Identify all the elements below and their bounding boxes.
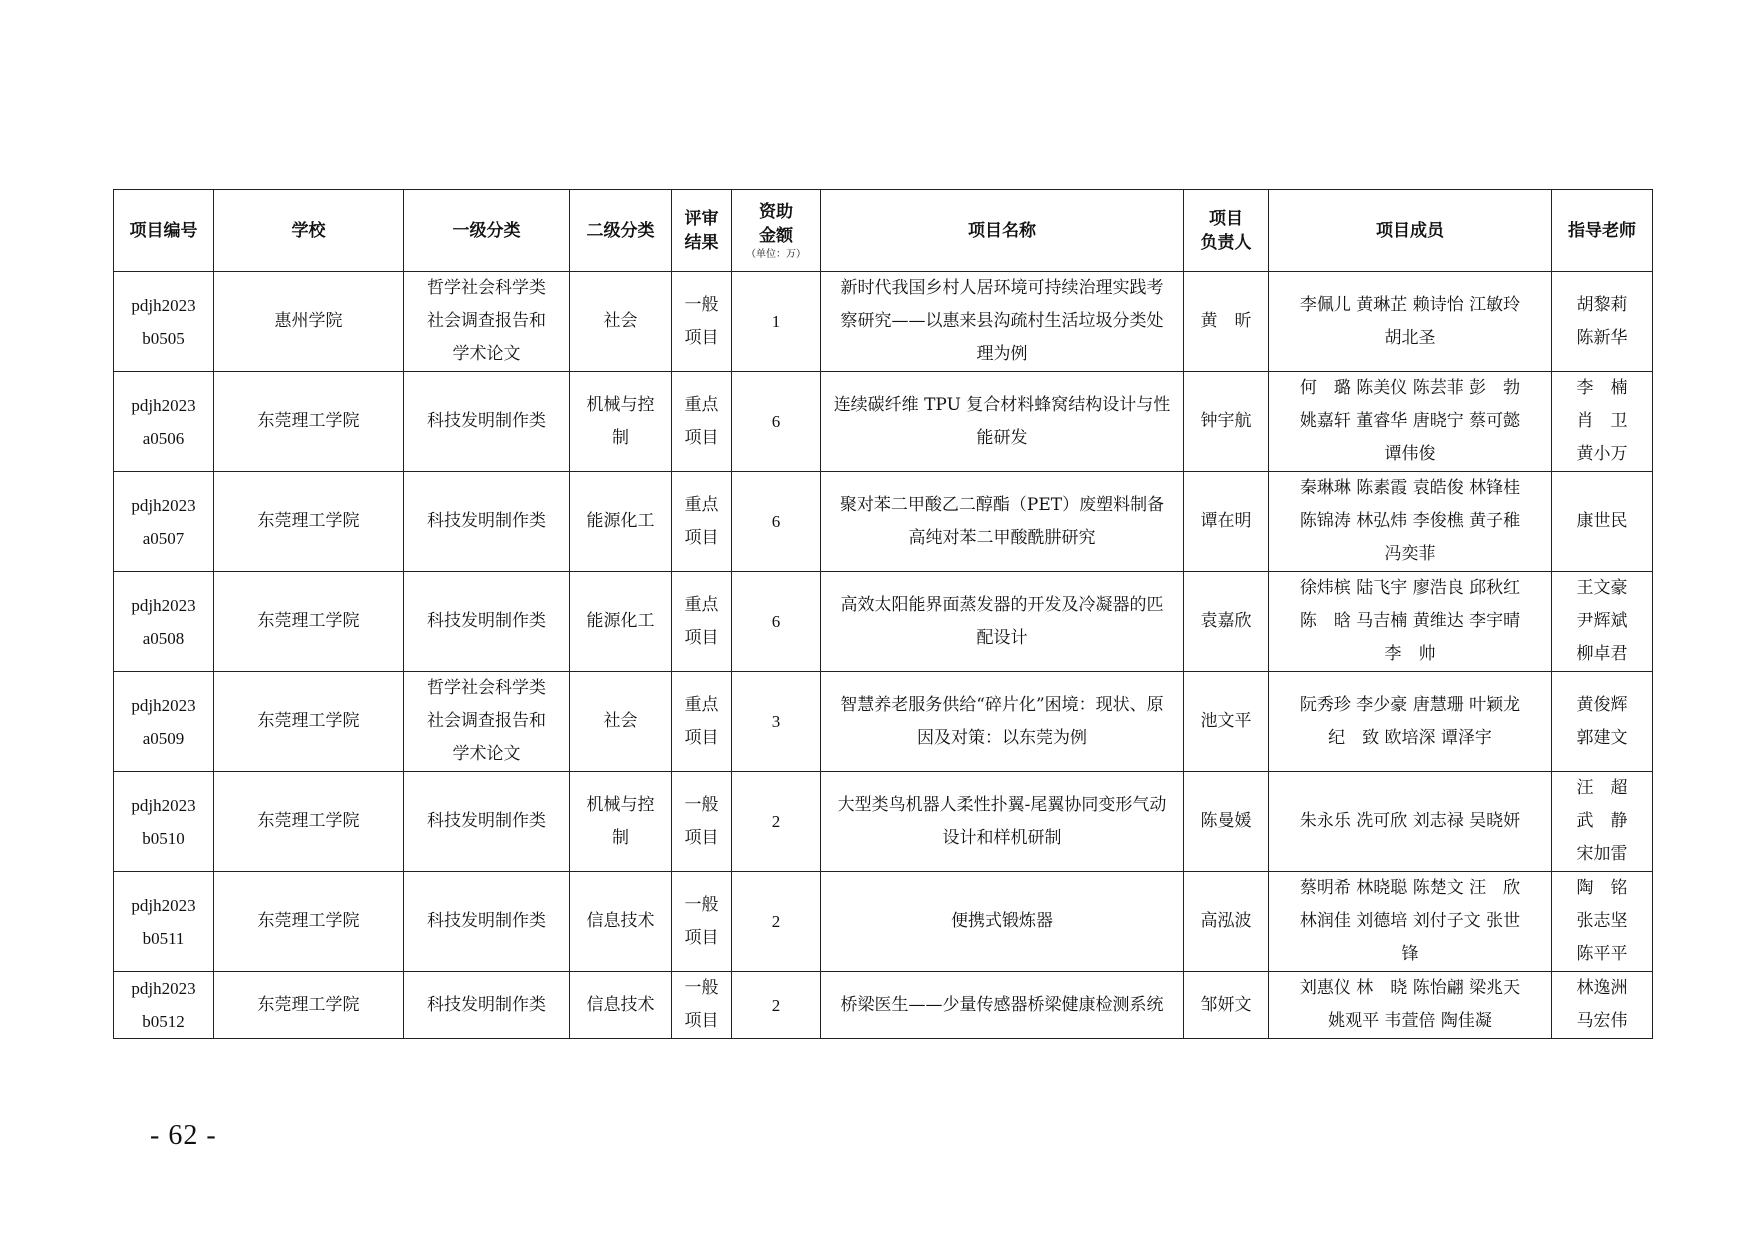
header-category-2: 二级分类 (570, 190, 672, 272)
cell-category-1: 科技发明制作类 (404, 372, 570, 472)
cell-project-members: 李佩儿 黄琳芷 赖诗怡 江敏玲 胡北圣 (1269, 272, 1552, 372)
header-review-result: 评审 结果 (672, 190, 732, 272)
cell-category-1: 科技发明制作类 (404, 972, 570, 1039)
cell-project-id: pdjh2023 b0511 (114, 872, 214, 972)
cell-school: 东莞理工学院 (214, 372, 404, 472)
cell-funding-amount: 6 (732, 472, 821, 572)
cell-category-1: 哲学社会科学类 社会调查报告和 学术论文 (404, 672, 570, 772)
header-advisor: 指导老师 (1552, 190, 1653, 272)
cell-project-id: pdjh2023 b0510 (114, 772, 214, 872)
cell-category-2: 能源化工 (570, 572, 672, 672)
cell-advisor: 胡黎莉 陈新华 (1552, 272, 1653, 372)
header-funding-amount (732, 190, 821, 272)
cell-school: 东莞理工学院 (214, 972, 404, 1039)
cell-review-result: 重点 项目 (672, 572, 732, 672)
cell-category-2: 社会 (570, 272, 672, 372)
cell-funding-amount: 2 (732, 972, 821, 1039)
cell-project-name: 连续碳纤维 TPU 复合材料蜂窝结构设计与性能研发 (821, 372, 1184, 472)
cell-category-2: 信息技术 (570, 972, 672, 1039)
project-funding-table (113, 189, 1653, 1039)
cell-project-id: pdjh2023 a0507 (114, 472, 214, 572)
cell-project-members: 刘惠仪 林 晓 陈怡翩 梁兆天 姚观平 韦萱倍 陶佳凝 (1269, 972, 1552, 1039)
header-project-members: 项目成员 (1269, 190, 1552, 272)
cell-advisor: 林逸洲 马宏伟 (1552, 972, 1653, 1039)
table-row (114, 472, 1653, 572)
cell-school: 东莞理工学院 (214, 572, 404, 672)
cell-project-id: pdjh2023 a0506 (114, 372, 214, 472)
cell-review-result: 重点 项目 (672, 372, 732, 472)
cell-review-result: 一般 项目 (672, 772, 732, 872)
cell-school: 东莞理工学院 (214, 772, 404, 872)
table-row (114, 972, 1653, 1039)
cell-category-1: 哲学社会科学类 社会调查报告和 学术论文 (404, 272, 570, 372)
cell-project-name: 桥梁医生——少量传感器桥梁健康检测系统 (821, 972, 1184, 1039)
cell-funding-amount: 6 (732, 572, 821, 672)
cell-advisor: 李 楠 肖 卫 黄小万 (1552, 372, 1653, 472)
table-row (114, 872, 1653, 972)
cell-category-2: 机械与控 制 (570, 772, 672, 872)
table-row (114, 372, 1653, 472)
header-school: 学校 (214, 190, 404, 272)
header-project-name: 项目名称 (821, 190, 1184, 272)
cell-category-2: 能源化工 (570, 472, 672, 572)
cell-review-result: 重点 项目 (672, 472, 732, 572)
cell-project-members: 徐炜槟 陆飞宇 廖浩良 邱秋红 陈 晗 马吉楠 黄维达 李宇晴 李 帅 (1269, 572, 1552, 672)
cell-project-leader: 黄 昕 (1184, 272, 1269, 372)
cell-project-leader: 袁嘉欣 (1184, 572, 1269, 672)
cell-advisor: 黄俊辉 郭建文 (1552, 672, 1653, 772)
cell-project-leader: 钟宇航 (1184, 372, 1269, 472)
cell-category-1: 科技发明制作类 (404, 772, 570, 872)
cell-review-result: 一般 项目 (672, 872, 732, 972)
cell-project-members: 秦琳琳 陈素霞 袁皓俊 林锋桂 陈锦涛 林弘炜 李俊樵 黄子稚 冯奕菲 (1269, 472, 1552, 572)
cell-project-id: pdjh2023 a0508 (114, 572, 214, 672)
cell-project-members: 阮秀珍 李少豪 唐慧珊 叶颖龙 纪 致 欧培深 谭泽宇 (1269, 672, 1552, 772)
cell-project-id: pdjh2023 b0505 (114, 272, 214, 372)
cell-advisor: 汪 超 武 静 宋加雷 (1552, 772, 1653, 872)
table-row (114, 572, 1653, 672)
cell-funding-amount: 1 (732, 272, 821, 372)
page-number: - 62 - (150, 1120, 217, 1151)
cell-project-name: 大型类鸟机器人柔性扑翼-尾翼协同变形气动设计和样机研制 (821, 772, 1184, 872)
cell-category-2: 信息技术 (570, 872, 672, 972)
table-row (114, 672, 1653, 772)
cell-project-leader: 谭在明 (1184, 472, 1269, 572)
cell-project-members: 何 璐 陈美仪 陈芸菲 彭 勃 姚嘉轩 董睿华 唐晓宁 蔡可懿 谭伟俊 (1269, 372, 1552, 472)
table-row (114, 272, 1653, 372)
cell-category-1: 科技发明制作类 (404, 472, 570, 572)
cell-project-members: 蔡明希 林晓聪 陈楚文 汪 欣 林润佳 刘德培 刘付子文 张世 锋 (1269, 872, 1552, 972)
header-row (114, 190, 1653, 272)
cell-funding-amount: 2 (732, 772, 821, 872)
cell-school: 东莞理工学院 (214, 472, 404, 572)
cell-project-members: 朱永乐 冼可欣 刘志禄 吴晓妍 (1269, 772, 1552, 872)
cell-project-name: 聚对苯二甲酸乙二醇酯（PET）废塑料制备高纯对苯二甲酸酰肼研究 (821, 472, 1184, 572)
header-project-leader: 项目 负责人 (1184, 190, 1269, 272)
cell-school: 惠州学院 (214, 272, 404, 372)
header-category-1: 一级分类 (404, 190, 570, 272)
header-funding-amount-label: 资助 金额 (759, 201, 793, 246)
table-row (114, 772, 1653, 872)
cell-project-leader: 邹妍文 (1184, 972, 1269, 1039)
cell-project-name: 新时代我国乡村人居环境可持续治理实践考察研究——以惠来县沟疏村生活垃圾分类处理为例 (821, 272, 1184, 372)
cell-category-2: 社会 (570, 672, 672, 772)
cell-school: 东莞理工学院 (214, 672, 404, 772)
header-project-id: 项目编号 (114, 190, 214, 272)
cell-funding-amount: 3 (732, 672, 821, 772)
cell-project-id: pdjh2023 b0512 (114, 972, 214, 1039)
cell-category-1: 科技发明制作类 (404, 572, 570, 672)
cell-project-leader: 陈曼媛 (1184, 772, 1269, 872)
cell-project-name: 便携式锻炼器 (821, 872, 1184, 972)
cell-funding-amount: 6 (732, 372, 821, 472)
cell-project-name: 智慧养老服务供给“碎片化”困境：现状、原因及对策：以东莞为例 (821, 672, 1184, 772)
cell-funding-amount: 2 (732, 872, 821, 972)
cell-project-leader: 池文平 (1184, 672, 1269, 772)
cell-project-leader: 高泓波 (1184, 872, 1269, 972)
cell-advisor: 王文豪 尹辉斌 柳卓君 (1552, 572, 1653, 672)
cell-advisor: 康世民 (1552, 472, 1653, 572)
cell-advisor: 陶 铭 张志坚 陈平平 (1552, 872, 1653, 972)
cell-review-result: 一般 项目 (672, 272, 732, 372)
cell-review-result: 一般 项目 (672, 972, 732, 1039)
cell-school: 东莞理工学院 (214, 872, 404, 972)
cell-project-name: 高效太阳能界面蒸发器的开发及冷凝器的匹配设计 (821, 572, 1184, 672)
cell-category-2: 机械与控 制 (570, 372, 672, 472)
header-funding-unit: （单位：万） (746, 248, 806, 260)
cell-project-id: pdjh2023 a0509 (114, 672, 214, 772)
cell-category-1: 科技发明制作类 (404, 872, 570, 972)
cell-review-result: 重点 项目 (672, 672, 732, 772)
